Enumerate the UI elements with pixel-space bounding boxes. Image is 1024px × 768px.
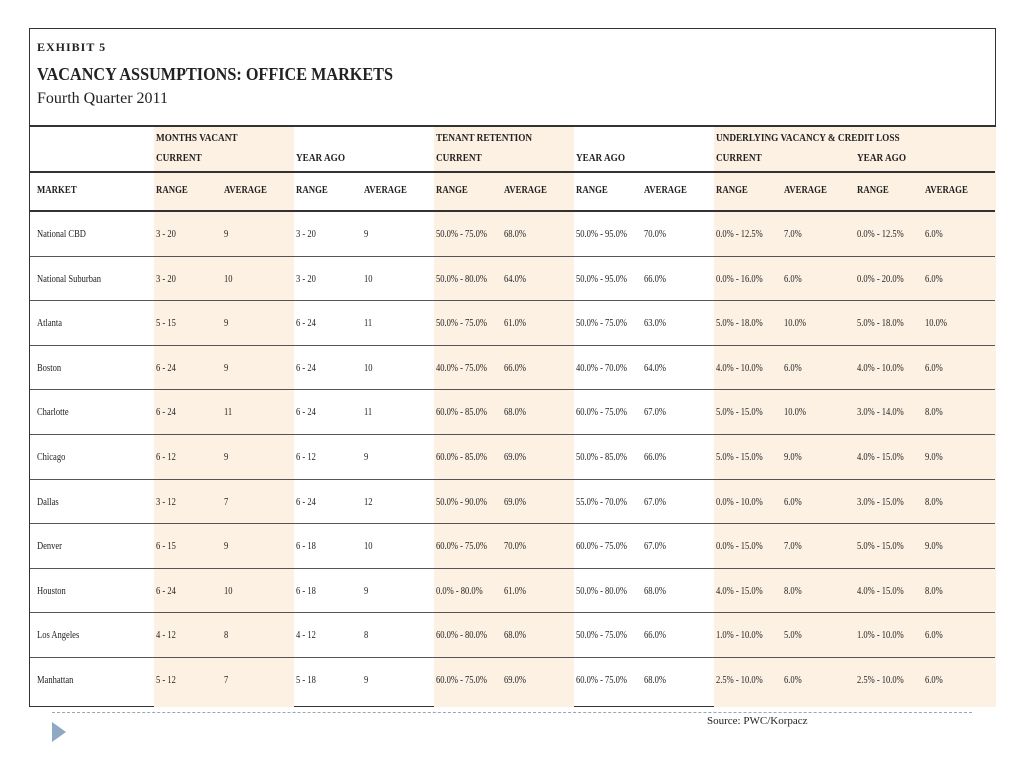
vacancy-current-range: 5.0% - 18.0% <box>716 318 763 330</box>
vacancy-yearago-range: 3.0% - 14.0% <box>857 407 904 419</box>
vacancy-current-range: 1.0% - 10.0% <box>716 630 763 642</box>
table-row <box>30 658 995 703</box>
market-name: Charlotte <box>37 407 69 419</box>
retention-yearago-average: 64.0% <box>644 362 666 374</box>
months-current-average: 7 <box>224 496 229 508</box>
months-yearago-average: 10 <box>364 362 373 374</box>
vacancy-yearago-average: 9.0% <box>925 541 943 553</box>
months-yearago-range: 6 - 24 <box>296 362 316 374</box>
vacancy-current-average: 5.0% <box>784 630 802 642</box>
market-name: Boston <box>37 362 62 374</box>
vacancy-current-average: 7.0% <box>784 541 802 553</box>
retention-current-average: 69.0% <box>504 451 526 463</box>
group-months-vacant: MONTHS VACANT <box>156 133 238 144</box>
months-yearago-average: 10 <box>364 273 373 285</box>
months-current-average: 9 <box>224 362 229 374</box>
market-name: Los Angeles <box>37 630 80 642</box>
months-current-average: 11 <box>224 407 233 419</box>
sub-year-ago: YEAR AGO <box>576 153 626 164</box>
vacancy-yearago-range: 1.0% - 10.0% <box>857 630 904 642</box>
table-row <box>30 435 995 480</box>
col-range: RANGE <box>156 185 188 196</box>
vacancy-yearago-average: 6.0% <box>925 630 943 642</box>
vacancy-yearago-average: 9.0% <box>925 451 943 463</box>
months-current-average: 9 <box>224 451 229 463</box>
footer-divider <box>52 712 972 713</box>
sub-current: CURRENT <box>716 153 762 164</box>
table-row <box>30 301 995 346</box>
table-row <box>30 613 995 658</box>
vacancy-yearago-range: 4.0% - 10.0% <box>857 362 904 374</box>
retention-current-range: 40.0% - 75.0% <box>436 362 487 374</box>
vacancy-yearago-average: 6.0% <box>925 273 943 285</box>
vacancy-current-average: 7.0% <box>784 229 802 240</box>
months-current-average: 9 <box>224 229 229 240</box>
retention-yearago-average: 66.0% <box>644 630 666 642</box>
months-current-range: 6 - 24 <box>156 362 176 374</box>
months-current-range: 5 - 15 <box>156 318 176 330</box>
months-yearago-range: 5 - 18 <box>296 674 316 686</box>
months-current-average: 10 <box>224 585 233 597</box>
months-yearago-average: 11 <box>364 407 373 419</box>
vacancy-yearago-range: 0.0% - 12.5% <box>857 229 904 240</box>
col-market: MARKET <box>37 185 77 196</box>
vacancy-current-average: 6.0% <box>784 362 802 374</box>
market-name: Houston <box>37 585 66 597</box>
retention-yearago-range: 60.0% - 75.0% <box>576 541 627 553</box>
vacancy-yearago-average: 10.0% <box>925 318 947 330</box>
market-name: Denver <box>37 541 63 553</box>
months-yearago-average: 11 <box>364 318 373 330</box>
col-range: RANGE <box>576 185 608 196</box>
retention-current-average: 69.0% <box>504 674 526 686</box>
table-row <box>30 480 995 525</box>
months-yearago-average: 9 <box>364 674 369 686</box>
vacancy-yearago-average: 8.0% <box>925 407 943 419</box>
exhibit-subtitle: Fourth Quarter 2011 <box>37 90 168 107</box>
market-name: Atlanta <box>37 318 63 330</box>
vacancy-current-average: 6.0% <box>784 674 802 686</box>
vacancy-current-range: 2.5% - 10.0% <box>716 674 763 686</box>
vacancy-current-range: 0.0% - 15.0% <box>716 541 763 553</box>
col-average: AVERAGE <box>925 185 968 196</box>
months-yearago-range: 3 - 20 <box>296 273 316 285</box>
exhibit-header <box>30 29 995 127</box>
months-yearago-average: 12 <box>364 496 373 508</box>
retention-yearago-average: 67.0% <box>644 541 666 553</box>
retention-yearago-average: 68.0% <box>644 585 666 597</box>
sub-year-ago: YEAR AGO <box>857 153 907 164</box>
header-divider <box>30 171 995 173</box>
retention-current-average: 66.0% <box>504 362 526 374</box>
table-body <box>30 212 995 703</box>
vacancy-yearago-average: 8.0% <box>925 585 943 597</box>
months-current-range: 6 - 12 <box>156 451 176 463</box>
months-current-range: 6 - 24 <box>156 585 176 597</box>
months-current-range: 3 - 20 <box>156 273 176 285</box>
vacancy-current-range: 4.0% - 10.0% <box>716 362 763 374</box>
vacancy-current-range: 5.0% - 15.0% <box>716 407 763 419</box>
months-current-average: 8 <box>224 630 229 642</box>
market-name: Chicago <box>37 451 66 463</box>
table-row <box>30 569 995 614</box>
retention-current-range: 60.0% - 85.0% <box>436 407 487 419</box>
vacancy-current-range: 4.0% - 15.0% <box>716 585 763 597</box>
retention-yearago-range: 40.0% - 70.0% <box>576 362 627 374</box>
vacancy-yearago-range: 4.0% - 15.0% <box>857 451 904 463</box>
col-average: AVERAGE <box>784 185 827 196</box>
retention-yearago-range: 50.0% - 75.0% <box>576 630 627 642</box>
months-yearago-average: 8 <box>364 630 369 642</box>
retention-current-average: 68.0% <box>504 407 526 419</box>
months-yearago-range: 6 - 18 <box>296 585 316 597</box>
vacancy-yearago-range: 5.0% - 15.0% <box>857 541 904 553</box>
months-current-range: 5 - 12 <box>156 674 176 686</box>
col-average: AVERAGE <box>364 185 407 196</box>
col-range: RANGE <box>716 185 748 196</box>
market-name: Manhattan <box>37 674 74 686</box>
sub-year-ago: YEAR AGO <box>296 153 346 164</box>
months-current-average: 9 <box>224 318 229 330</box>
retention-current-average: 61.0% <box>504 585 526 597</box>
retention-current-range: 50.0% - 90.0% <box>436 496 487 508</box>
months-yearago-range: 6 - 12 <box>296 451 316 463</box>
table-row <box>30 257 995 302</box>
vacancy-current-range: 0.0% - 12.5% <box>716 229 763 240</box>
retention-current-range: 0.0% - 80.0% <box>436 585 483 597</box>
months-current-range: 4 - 12 <box>156 630 176 642</box>
retention-current-range: 60.0% - 85.0% <box>436 451 487 463</box>
vacancy-yearago-average: 6.0% <box>925 362 943 374</box>
months-current-range: 6 - 15 <box>156 541 176 553</box>
vacancy-current-average: 9.0% <box>784 451 802 463</box>
retention-current-range: 60.0% - 75.0% <box>436 674 487 686</box>
vacancy-current-average: 8.0% <box>784 585 802 597</box>
col-average: AVERAGE <box>224 185 267 196</box>
market-name: National CBD <box>37 229 86 240</box>
group-tenant-retention: TENANT RETENTION <box>436 133 533 144</box>
retention-yearago-range: 50.0% - 95.0% <box>576 273 627 285</box>
vacancy-yearago-range: 3.0% - 15.0% <box>857 496 904 508</box>
market-name: National Suburban <box>37 273 101 285</box>
vacancy-current-average: 10.0% <box>784 318 806 330</box>
retention-current-average: 68.0% <box>504 630 526 642</box>
col-range: RANGE <box>296 185 328 196</box>
sub-current: CURRENT <box>436 153 482 164</box>
source-note: Source: PWC/Korpacz <box>707 715 808 727</box>
vacancy-yearago-range: 4.0% - 15.0% <box>857 585 904 597</box>
months-yearago-average: 9 <box>364 451 369 463</box>
col-average: AVERAGE <box>644 185 687 196</box>
retention-current-range: 50.0% - 80.0% <box>436 273 487 285</box>
vacancy-yearago-average: 6.0% <box>925 229 943 240</box>
months-current-range: 3 - 12 <box>156 496 176 508</box>
exhibit-label: EXHIBIT 5 <box>37 40 107 54</box>
months-yearago-range: 4 - 12 <box>296 630 316 642</box>
retention-yearago-range: 50.0% - 80.0% <box>576 585 627 597</box>
retention-yearago-range: 50.0% - 95.0% <box>576 229 627 240</box>
retention-yearago-average: 67.0% <box>644 496 666 508</box>
vacancy-current-range: 0.0% - 16.0% <box>716 273 763 285</box>
months-yearago-average: 9 <box>364 229 369 240</box>
retention-current-average: 69.0% <box>504 496 526 508</box>
vacancy-yearago-average: 8.0% <box>925 496 943 508</box>
retention-current-average: 64.0% <box>504 273 526 285</box>
months-yearago-average: 10 <box>364 541 373 553</box>
months-yearago-range: 6 - 18 <box>296 541 316 553</box>
months-current-average: 10 <box>224 273 233 285</box>
vacancy-yearago-range: 5.0% - 18.0% <box>857 318 904 330</box>
retention-current-average: 68.0% <box>504 229 526 240</box>
vacancy-yearago-range: 2.5% - 10.0% <box>857 674 904 686</box>
months-current-average: 9 <box>224 541 229 553</box>
group-underlying-vacancy: UNDERLYING VACANCY & CREDIT LOSS <box>716 133 900 144</box>
retention-current-range: 50.0% - 75.0% <box>436 229 487 240</box>
months-current-average: 7 <box>224 674 229 686</box>
table-row <box>30 524 995 569</box>
retention-current-range: 50.0% - 75.0% <box>436 318 487 330</box>
play-triangle-icon[interactable] <box>52 722 66 742</box>
col-range: RANGE <box>436 185 468 196</box>
vacancy-current-range: 5.0% - 15.0% <box>716 451 763 463</box>
vacancy-current-range: 0.0% - 10.0% <box>716 496 763 508</box>
vacancy-yearago-average: 6.0% <box>925 674 943 686</box>
col-average: AVERAGE <box>504 185 547 196</box>
col-range: RANGE <box>857 185 889 196</box>
months-yearago-range: 6 - 24 <box>296 496 316 508</box>
retention-yearago-average: 63.0% <box>644 318 666 330</box>
table-row <box>30 212 995 257</box>
months-yearago-range: 6 - 24 <box>296 407 316 419</box>
retention-yearago-average: 66.0% <box>644 451 666 463</box>
vacancy-current-average: 6.0% <box>784 496 802 508</box>
retention-yearago-average: 68.0% <box>644 674 666 686</box>
months-yearago-range: 3 - 20 <box>296 229 316 240</box>
retention-yearago-range: 60.0% - 75.0% <box>576 674 627 686</box>
retention-current-range: 60.0% - 80.0% <box>436 630 487 642</box>
retention-yearago-average: 66.0% <box>644 273 666 285</box>
retention-yearago-average: 67.0% <box>644 407 666 419</box>
retention-current-average: 61.0% <box>504 318 526 330</box>
vacancy-current-average: 10.0% <box>784 407 806 419</box>
market-name: Dallas <box>37 496 59 508</box>
retention-yearago-range: 55.0% - 70.0% <box>576 496 627 508</box>
retention-yearago-range: 60.0% - 75.0% <box>576 407 627 419</box>
retention-current-average: 70.0% <box>504 541 526 553</box>
months-current-range: 3 - 20 <box>156 229 176 240</box>
vacancy-yearago-range: 0.0% - 20.0% <box>857 273 904 285</box>
sub-current: CURRENT <box>156 153 202 164</box>
retention-yearago-average: 70.0% <box>644 229 666 240</box>
table-row <box>30 390 995 435</box>
months-current-range: 6 - 24 <box>156 407 176 419</box>
retention-yearago-range: 50.0% - 75.0% <box>576 318 627 330</box>
table-row <box>30 346 995 391</box>
vacancy-current-average: 6.0% <box>784 273 802 285</box>
retention-current-range: 60.0% - 75.0% <box>436 541 487 553</box>
exhibit-table <box>29 28 996 707</box>
months-yearago-average: 9 <box>364 585 369 597</box>
months-yearago-range: 6 - 24 <box>296 318 316 330</box>
retention-yearago-range: 50.0% - 85.0% <box>576 451 627 463</box>
exhibit-title: VACANCY ASSUMPTIONS: OFFICE MARKETS <box>37 64 393 84</box>
